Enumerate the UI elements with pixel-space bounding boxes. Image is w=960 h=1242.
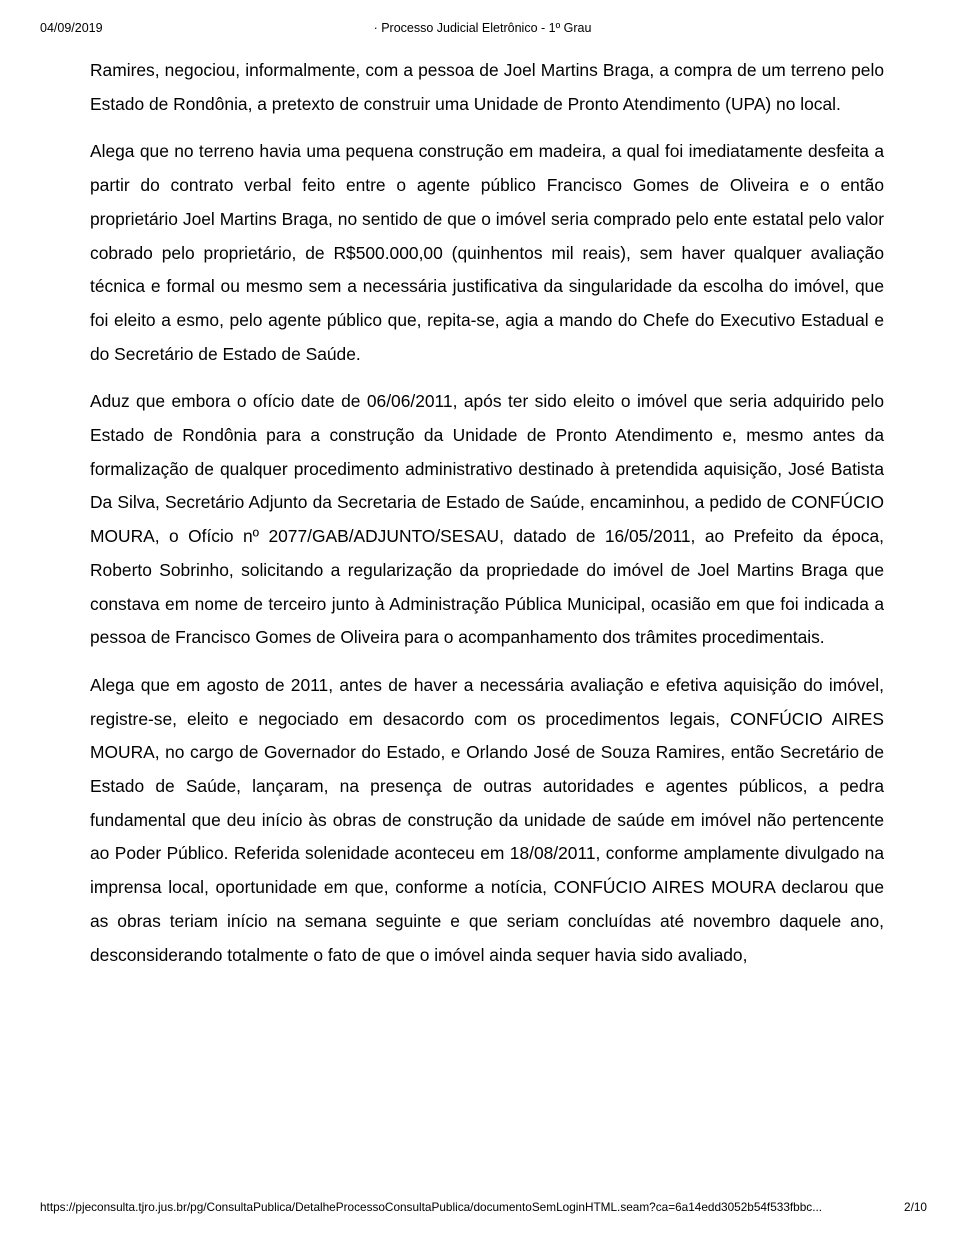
paragraph: Ramires, negociou, informalmente, com a pessoa de Joel Martins Braga, a compra de um terreno pelo Estado de Rondônia, a pretexto de construir uma Unidade de Pronto Atendimento (UPA) no local. xyxy=(90,60,884,114)
paragraph: Alega que em agosto de 2011, antes de haver a necessária avaliação e efetiva aquisição do imóvel, registre-se, eleito e negociado em desacordo com os procedimentos legais, CONFÚCIO AIRES MOURA, no cargo de Governador do Estado, e Orlando José de Souza Ramires, então Secretário de Estado de Saúde, lançaram, na presença de outras autoridades e agentes públicos, a pedra fundamental que deu início às obras de construção da unidade de saúde em imóvel não pertencente ao Poder Público. Referida solenidade aconteceu em 18/08/2011, conforme amplamente divulgado na imprensa local, oportunidade em que, conforme a notícia, CONFÚCIO AIRES MOURA declarou que as obras teriam início na semana seguinte e que seriam concluídas até novembro daquele ano, desconsiderando totalmente o fato de que o imóvel ainda sequer havia sido avaliado, xyxy=(90,674,884,965)
document-title: · Processo Judicial Eletrônico - 1º Grau xyxy=(373,21,592,35)
page-number: 2/10 xyxy=(904,1200,927,1214)
print-header xyxy=(40,21,925,37)
print-footer xyxy=(40,1200,927,1214)
print-date: 04/09/2019 xyxy=(40,21,103,35)
source-url: https://pjeconsulta.tjro.jus.br/pg/ConsultaPublica/DetalheProcessoConsultaPublica/documentoSemLoginHTML.seam?ca=6a14edd3052b54f533fbbc... xyxy=(40,1200,823,1214)
paragraph: Aduz que embora o ofício date de 06/06/2011, após ter sido eleito o imóvel que seria adquirido pelo Estado de Rondônia para a construção da Unidade de Pronto Atendimento e, mesmo antes da formalização de qualquer procedimento administrativo destinado à pretendida aquisição, José Batista Da Silva, Secretário Adjunto da Secretaria de Estado de Saúde, encaminhou, a pedido de CONFÚCIO MOURA, o Ofício nº 2077/GAB/ADJUNTO/SESAU, datado de 16/05/2011, ao Prefeito da época, Roberto Sobrinho, solicitando a regularização da propriedade do imóvel de Joel Martins Braga que constava em nome de terceiro junto à Administração Pública Municipal, ocasião em que foi indicada a pessoa de Francisco Gomes de Oliveira para o acompanhamento dos trâmites procedimentais. xyxy=(90,391,884,648)
document-body xyxy=(90,54,884,986)
paragraph: Alega que no terreno havia uma pequena construção em madeira, a qual foi imediatamente desfeita a partir do contrato verbal feito entre o agente público Francisco Gomes de Oliveira e o então proprietário Joel Martins Braga, no sentido de que o imóvel seria comprado pelo ente estatal pelo valor cobrado pelo proprietário, de R$500.000,00 (quinhentos mil reais), sem haver qualquer avaliação técnica e formal ou mesmo sem a necessária justificativa da singularidade da escolha do imóvel, que foi eleito a esmo, pelo agente público que, repita-se, agia a mando do Chefe do Executivo Estadual e do Secretário de Estado de Saúde. xyxy=(90,141,884,364)
